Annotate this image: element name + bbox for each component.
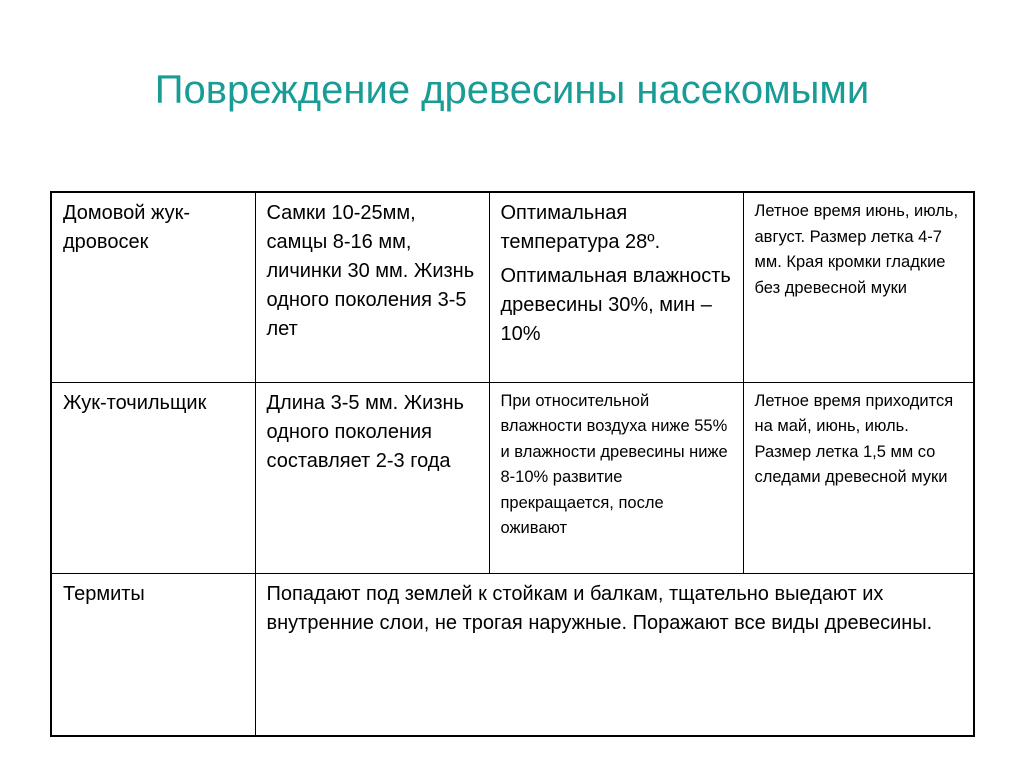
conditions-cell: При относительной влажности воздуха ниже 55% и влажности древесины ниже 8-10% развитие прекращается, после оживают [489,382,743,573]
insect-name-cell: Домовой жук-дровосек [51,192,255,382]
table-row [51,382,974,573]
insect-name-cell: Жук-точильщик [51,382,255,573]
description-cell: Длина 3-5 мм. Жизнь одного поколения составляет 2-3 года [255,382,489,573]
table-row [51,192,974,382]
description-cell: Самки 10-25мм, самцы 8-16 мм, личинки 30 мм. Жизнь одного поколения 3-5 лет [255,192,489,382]
conditions-cell [489,192,743,382]
table-row [51,573,974,736]
insect-damage-table [50,191,975,737]
conditions-paragraph: Оптимальная температура 28º. [500,202,661,253]
signs-cell: Летное время июнь, июль, август. Размер летка 4-7 мм. Края кромки гладкие без древесной муки [743,192,974,382]
description-cell: Попадают под землей к стойкам и балкам, тщательно выедают их внутренние слои, не трогая наружные. Поражают все виды древесины. [255,573,974,736]
conditions-paragraph: Оптимальная влажность древесины 30%, мин – 10% [500,265,731,345]
slide-title: Повреждение древесины насекомыми [154,68,870,112]
signs-cell: Летное время приходится на май, июнь, июль. Размер летка 1,5 мм со следами древесной муки [743,382,974,573]
insect-name-cell: Термиты [51,573,255,736]
